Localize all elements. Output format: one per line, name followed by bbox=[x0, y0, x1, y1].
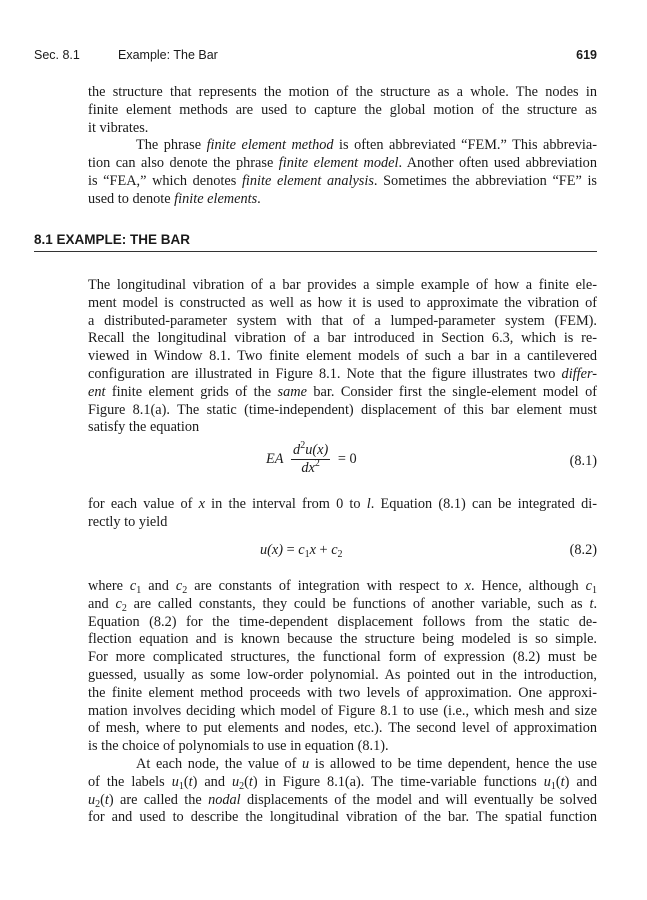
text-run: At each node, the value of bbox=[136, 755, 303, 772]
eq-num-u: u(x) bbox=[305, 442, 329, 458]
text-run: are called constants, they could be functions of another variable, such as bbox=[126, 595, 590, 612]
text-run: . bbox=[593, 595, 598, 612]
subscript: 2 bbox=[95, 798, 101, 810]
subscript: 2 bbox=[239, 780, 245, 792]
text-run: configuration are illustrated in Figure 8.1. Note that the figure illustrates two bbox=[88, 365, 562, 382]
italic-text: finite elements bbox=[174, 190, 258, 207]
eq2-c2-sub: 2 bbox=[337, 549, 343, 560]
eq-den-sup: 2 bbox=[314, 458, 320, 469]
text-run: displacements of the model and will eventually be solved bbox=[240, 791, 598, 808]
text-run: mation involves deciding which model of Figure 8.1 to use (i.e., which mesh and size bbox=[88, 702, 597, 719]
text-line bbox=[88, 330, 597, 348]
subscript: 2 bbox=[121, 602, 127, 614]
subscript: 2 bbox=[182, 585, 188, 596]
text-line bbox=[88, 631, 597, 649]
text-run: The phrase bbox=[136, 137, 207, 154]
italic-text: finite element analysis bbox=[241, 172, 374, 189]
italic-text: u bbox=[302, 755, 310, 772]
text-line bbox=[88, 295, 597, 313]
text-run: . Another often used abbreviation bbox=[398, 155, 597, 172]
italic-text: same bbox=[277, 383, 307, 400]
italic-text: x bbox=[198, 496, 205, 512]
text-run: ) and bbox=[564, 773, 597, 790]
eq-num-d: d bbox=[293, 442, 301, 458]
subscript: 1 bbox=[178, 780, 184, 792]
text-run: ( bbox=[183, 773, 189, 790]
eq2-c1: c bbox=[298, 542, 305, 558]
text-run: a distributed-parameter system with that of a lumped-parameter system (FEM). bbox=[88, 312, 597, 329]
text-line bbox=[88, 667, 597, 685]
section-heading: 8.1 EXAMPLE: THE BAR bbox=[34, 232, 191, 247]
eq2-plus: + bbox=[315, 542, 332, 558]
text-run: in the interval from 0 to bbox=[204, 496, 367, 512]
text-run: the finite element method proceeds with two levels of approximation. One approxi- bbox=[88, 684, 597, 701]
text-run: The longitudinal vibration of a bar provides a simple example of how a finite ele- bbox=[88, 277, 597, 293]
italic-text: t bbox=[248, 773, 253, 790]
text-run: the structure that represents the motion of the structure as a whole. The nodes in bbox=[88, 84, 597, 100]
subscript: 1 bbox=[136, 585, 142, 596]
text-run: it vibrates. bbox=[88, 119, 149, 136]
text-run: of the labels bbox=[88, 773, 172, 790]
text-run: for and used to describe the longitudinal vibration of the bar. The spatial function bbox=[88, 809, 597, 826]
text-run: flection equation and is known because the structure being modeled is so simple. bbox=[88, 631, 597, 648]
text-run: ) are called the bbox=[108, 791, 209, 808]
text-run: for each value of bbox=[88, 496, 199, 512]
paragraph-constants bbox=[88, 578, 597, 827]
text-run: and bbox=[141, 578, 176, 594]
text-run: ( bbox=[244, 773, 249, 790]
italic-text: c bbox=[129, 578, 137, 594]
text-line bbox=[88, 384, 597, 402]
text-line bbox=[88, 809, 597, 827]
italic-text: c bbox=[585, 578, 592, 594]
running-head-section: Sec. 8.1 bbox=[34, 48, 80, 62]
text-run: ( bbox=[555, 773, 561, 790]
text-line bbox=[88, 596, 597, 614]
text-line bbox=[88, 774, 597, 792]
italic-text: t bbox=[188, 773, 193, 790]
text-line bbox=[88, 402, 597, 420]
text-run: guessed, usually as some low-order polynomial. As pointed out in the introduction, bbox=[88, 666, 597, 683]
text-line bbox=[88, 366, 597, 384]
text-run: rectly to yield bbox=[88, 513, 168, 530]
italic-text: l bbox=[366, 496, 371, 512]
text-run: is “FEA,” which denotes bbox=[88, 172, 242, 189]
text-line bbox=[88, 578, 597, 596]
text-line bbox=[88, 120, 597, 138]
text-run: . bbox=[257, 190, 261, 207]
italic-text: x bbox=[464, 578, 471, 594]
eq2-x: x bbox=[309, 542, 316, 558]
equation-number: (8.1) bbox=[569, 453, 597, 469]
equation-number: (8.2) bbox=[569, 542, 597, 558]
text-line bbox=[88, 84, 597, 102]
italic-text: differ- bbox=[561, 365, 597, 382]
text-run: satisfy the equation bbox=[88, 419, 200, 436]
italic-text: u bbox=[88, 791, 96, 808]
text-line bbox=[88, 277, 597, 295]
text-line bbox=[88, 348, 597, 366]
text-run: used to denote bbox=[88, 190, 175, 207]
subscript: 1 bbox=[592, 585, 597, 596]
text-run: is allowed to be time dependent, hence the use bbox=[309, 755, 597, 772]
text-run: Recall the longitudinal vibration of a bar introduced in Section 6.3, which is re- bbox=[88, 330, 597, 347]
paragraph-intro bbox=[88, 84, 597, 209]
eq-rhs: = 0 bbox=[337, 451, 357, 467]
text-line bbox=[88, 137, 597, 155]
text-line bbox=[88, 191, 597, 209]
eq2-c2: c bbox=[331, 542, 338, 558]
italic-text: c bbox=[175, 578, 183, 594]
text-line bbox=[88, 496, 597, 514]
running-head-title: Example: The Bar bbox=[118, 48, 218, 62]
text-run: For more complicated structures, the functional form of expression (8.2) must be bbox=[88, 649, 597, 666]
text-run: . Equation (8.1) can be integrated di- bbox=[370, 496, 597, 512]
text-line bbox=[88, 738, 597, 756]
paragraph-bar bbox=[88, 277, 597, 437]
text-line bbox=[88, 514, 597, 532]
eq2-c1-sub: 1 bbox=[304, 549, 310, 560]
text-line bbox=[88, 649, 597, 667]
heading-rule bbox=[34, 251, 597, 252]
italic-text: nodal bbox=[208, 791, 241, 808]
italic-text: u bbox=[231, 773, 240, 790]
italic-text: t bbox=[560, 773, 565, 790]
text-line bbox=[88, 685, 597, 703]
text-line bbox=[88, 792, 597, 810]
text-line bbox=[88, 313, 597, 331]
subscript: 1 bbox=[550, 780, 556, 792]
text-line bbox=[88, 720, 597, 738]
text-line bbox=[88, 756, 597, 774]
text-run: and bbox=[88, 595, 116, 612]
text-run: finite element grids of the bbox=[105, 383, 278, 400]
italic-text: c bbox=[115, 595, 122, 612]
text-line bbox=[88, 419, 597, 437]
eq-lhs: EA bbox=[266, 451, 284, 467]
text-run: finite element methods are used to capture the global motion of the structure as bbox=[88, 101, 597, 118]
text-line bbox=[88, 102, 597, 120]
italic-text: t bbox=[104, 791, 109, 808]
text-run: where bbox=[88, 578, 130, 594]
eq2-equals: = bbox=[283, 542, 299, 558]
text-run: is often abbreviated “FEM.” This abbrevia- bbox=[333, 137, 597, 154]
text-line bbox=[88, 173, 597, 191]
italic-text: finite element model bbox=[278, 155, 399, 172]
italic-text: t bbox=[589, 595, 594, 612]
page-number: 619 bbox=[576, 48, 597, 62]
text-run: ( bbox=[100, 791, 105, 808]
italic-text: u bbox=[171, 773, 179, 790]
text-run: . Sometimes the abbreviation “FE” is bbox=[373, 172, 597, 189]
italic-text: ent bbox=[88, 383, 106, 400]
text-line bbox=[88, 614, 597, 632]
italic-text: finite element method bbox=[206, 137, 334, 154]
text-run: viewed in Window 8.1. Two finite element models of such a bar in a cantilevered bbox=[88, 348, 597, 365]
text-run: is the choice of polynomials to use in equation (8.1). bbox=[88, 738, 389, 755]
text-run: . Hence, although bbox=[471, 578, 586, 594]
eq2-lhs: u(x) bbox=[260, 542, 284, 558]
italic-text: u bbox=[543, 773, 551, 790]
text-line bbox=[88, 703, 597, 721]
text-run: ) in Figure 8.1(a). The time-variable functions bbox=[252, 773, 544, 790]
text-run: ment model is constructed as well as how it is used to approximate the vibration of bbox=[88, 294, 597, 311]
eq-fraction bbox=[291, 442, 330, 477]
text-run: Figure 8.1(a). The static (time-independent) displacement of this bar element must bbox=[88, 401, 597, 418]
text-run: ) and bbox=[192, 773, 232, 790]
text-run: of mesh, where to put elements and nodes, etc.). The second level of approximation bbox=[88, 720, 597, 737]
text-run: Equation (8.2) for the time-dependent displacement follows from the static de- bbox=[88, 613, 597, 630]
paragraph-integrate bbox=[88, 496, 597, 532]
text-run: are constants of integration with respect to bbox=[187, 578, 465, 594]
text-line bbox=[88, 155, 597, 173]
eq-den-dx: dx bbox=[301, 460, 315, 476]
eq-num-sup: 2 bbox=[300, 440, 306, 451]
text-run: tion can also denote the phrase bbox=[88, 155, 279, 172]
text-run: bar. Consider first the single-element model of bbox=[306, 383, 597, 400]
